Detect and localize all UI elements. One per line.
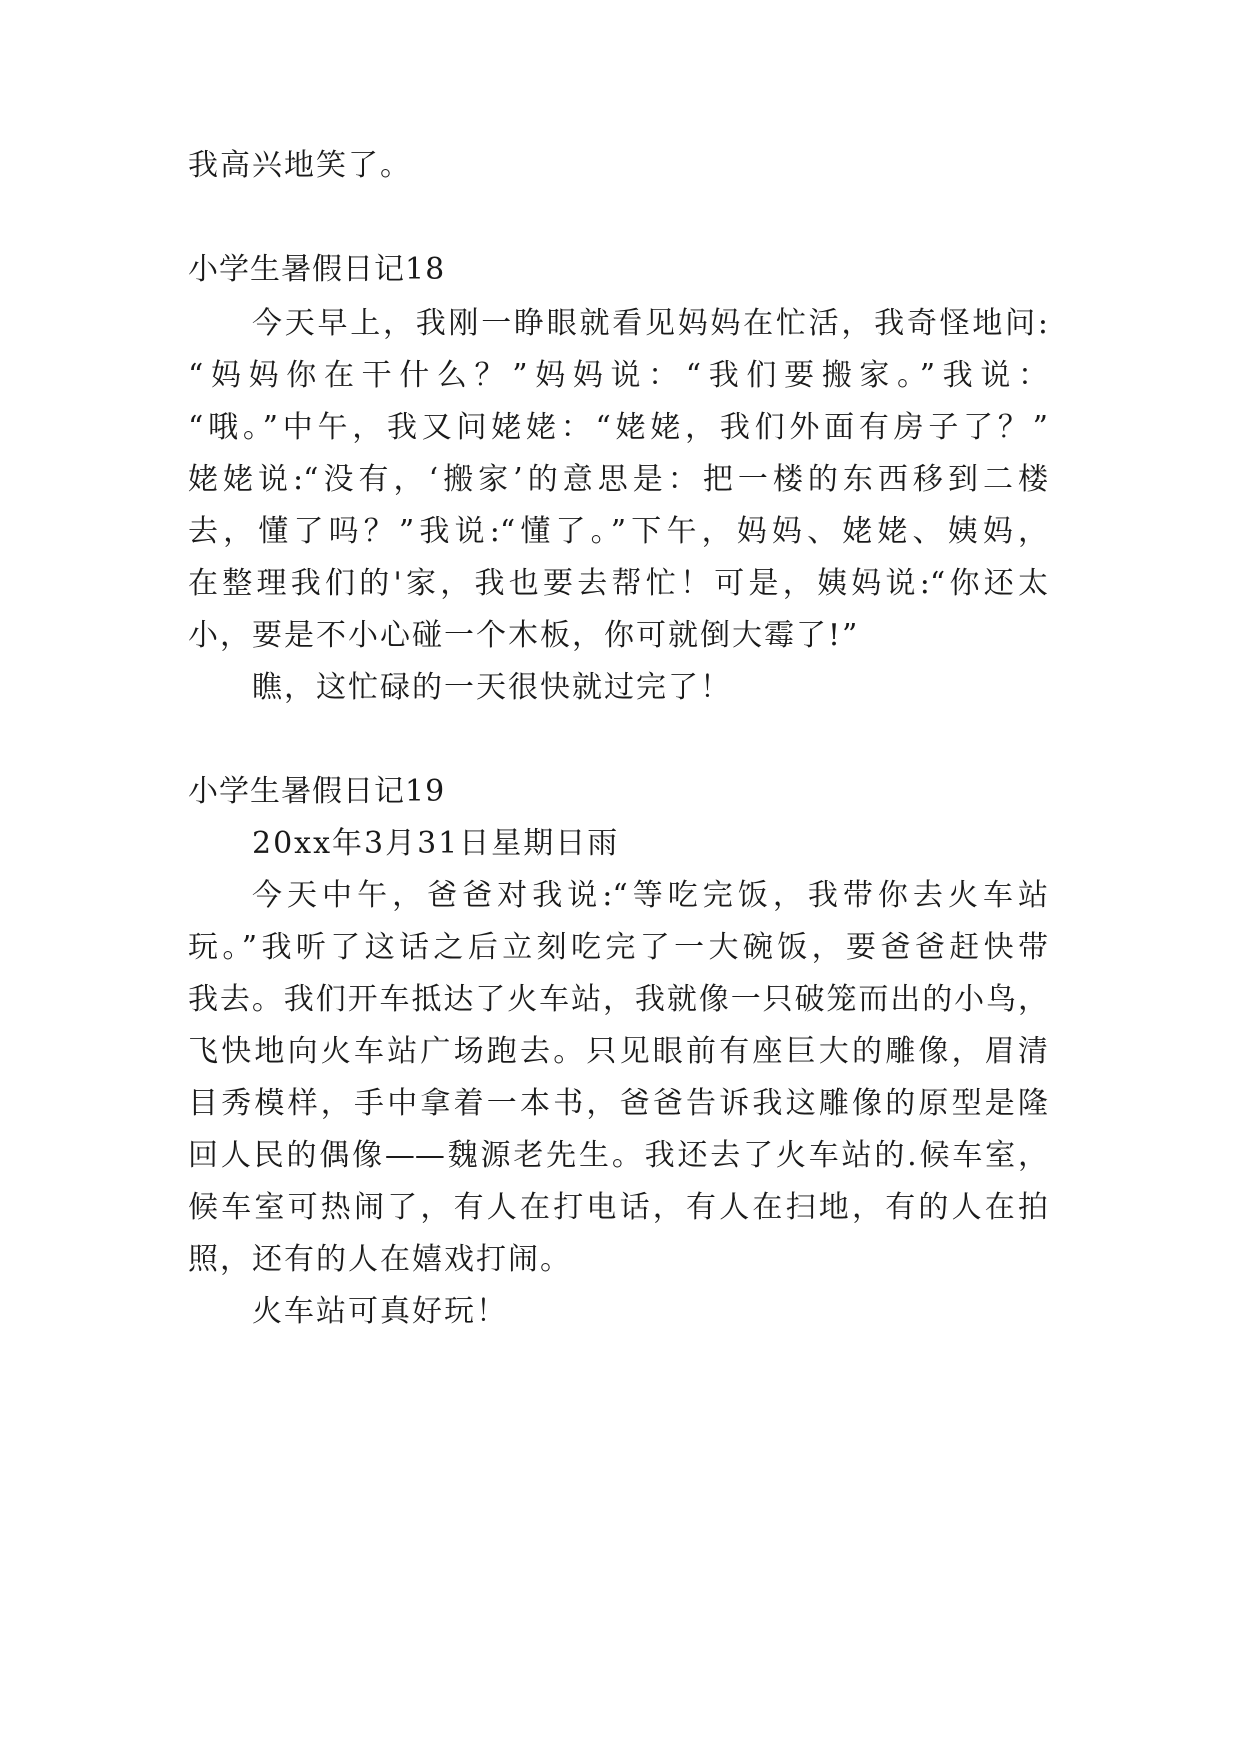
entry-19-para1-line: 飞快地向火车站广场跑去。只见眼前有座巨大的雕像，眉清 (188, 1034, 1048, 1069)
entry-19-para1-line: 目秀模样，手中拿着一本书，爸爸告诉我这雕像的原型是隆 (188, 1086, 1048, 1121)
entry-18-para1-line: 在整理我们的'家，我也要去帮忙！可是，姨妈说:“你还太 (188, 566, 1048, 601)
entry-18-para1-line: “妈妈你在干什么？”妈妈说：“我们要搬家。”我说： (188, 358, 1048, 393)
entry-19-para1-line: 玩。”我听了这话之后立刻吃完了一大碗饭，要爸爸赶快带 (188, 930, 1048, 965)
entry-18-para2: 瞧，这忙碌的一天很快就过完了！ (252, 670, 732, 705)
entry-19-para1-line: 照，还有的人在嬉戏打闹。 (188, 1242, 572, 1277)
intro-tail-line: 我高兴地笑了。 (188, 148, 412, 183)
entry-18-para1-line: 今天早上，我刚一睁眼就看见妈妈在忙活，我奇怪地问: (252, 306, 1048, 341)
entry-19-date-line: 20xx年3月31日星期日雨 (252, 826, 620, 861)
entry-18-para1-line: 小，要是不小心碰一个木板，你可就倒大霉了!” (188, 618, 860, 653)
entry-18-para1-line: 去，懂了吗？”我说:“懂了。”下午，妈妈、姥姥、姨妈， (188, 514, 1048, 549)
entry-18-para1-line: “哦。”中午，我又问姥姥：“姥姥，我们外面有房子了？” (188, 410, 1048, 445)
entry-18-para1-line: 姥姥说:“没有，‘搬家’的意思是：把一楼的东西移到二楼 (188, 462, 1048, 497)
entry-19-para1-line: 今天中午，爸爸对我说:“等吃完饭，我带你去火车站 (252, 878, 1048, 913)
entry-19-para1-line: 回人民的偶像——魏源老先生。我还去了火车站的.候车室， (188, 1138, 1048, 1173)
entry-18-title: 小学生暑假日记18 (188, 252, 446, 287)
entry-19-para1-line: 我去。我们开车抵达了火车站，我就像一只破笼而出的小鸟， (188, 982, 1048, 1017)
entry-19-para2: 火车站可真好玩！ (252, 1294, 508, 1329)
entry-19-title: 小学生暑假日记19 (188, 774, 446, 809)
entry-19-para1-line: 候车室可热闹了，有人在打电话，有人在扫地，有的人在拍 (188, 1190, 1048, 1225)
